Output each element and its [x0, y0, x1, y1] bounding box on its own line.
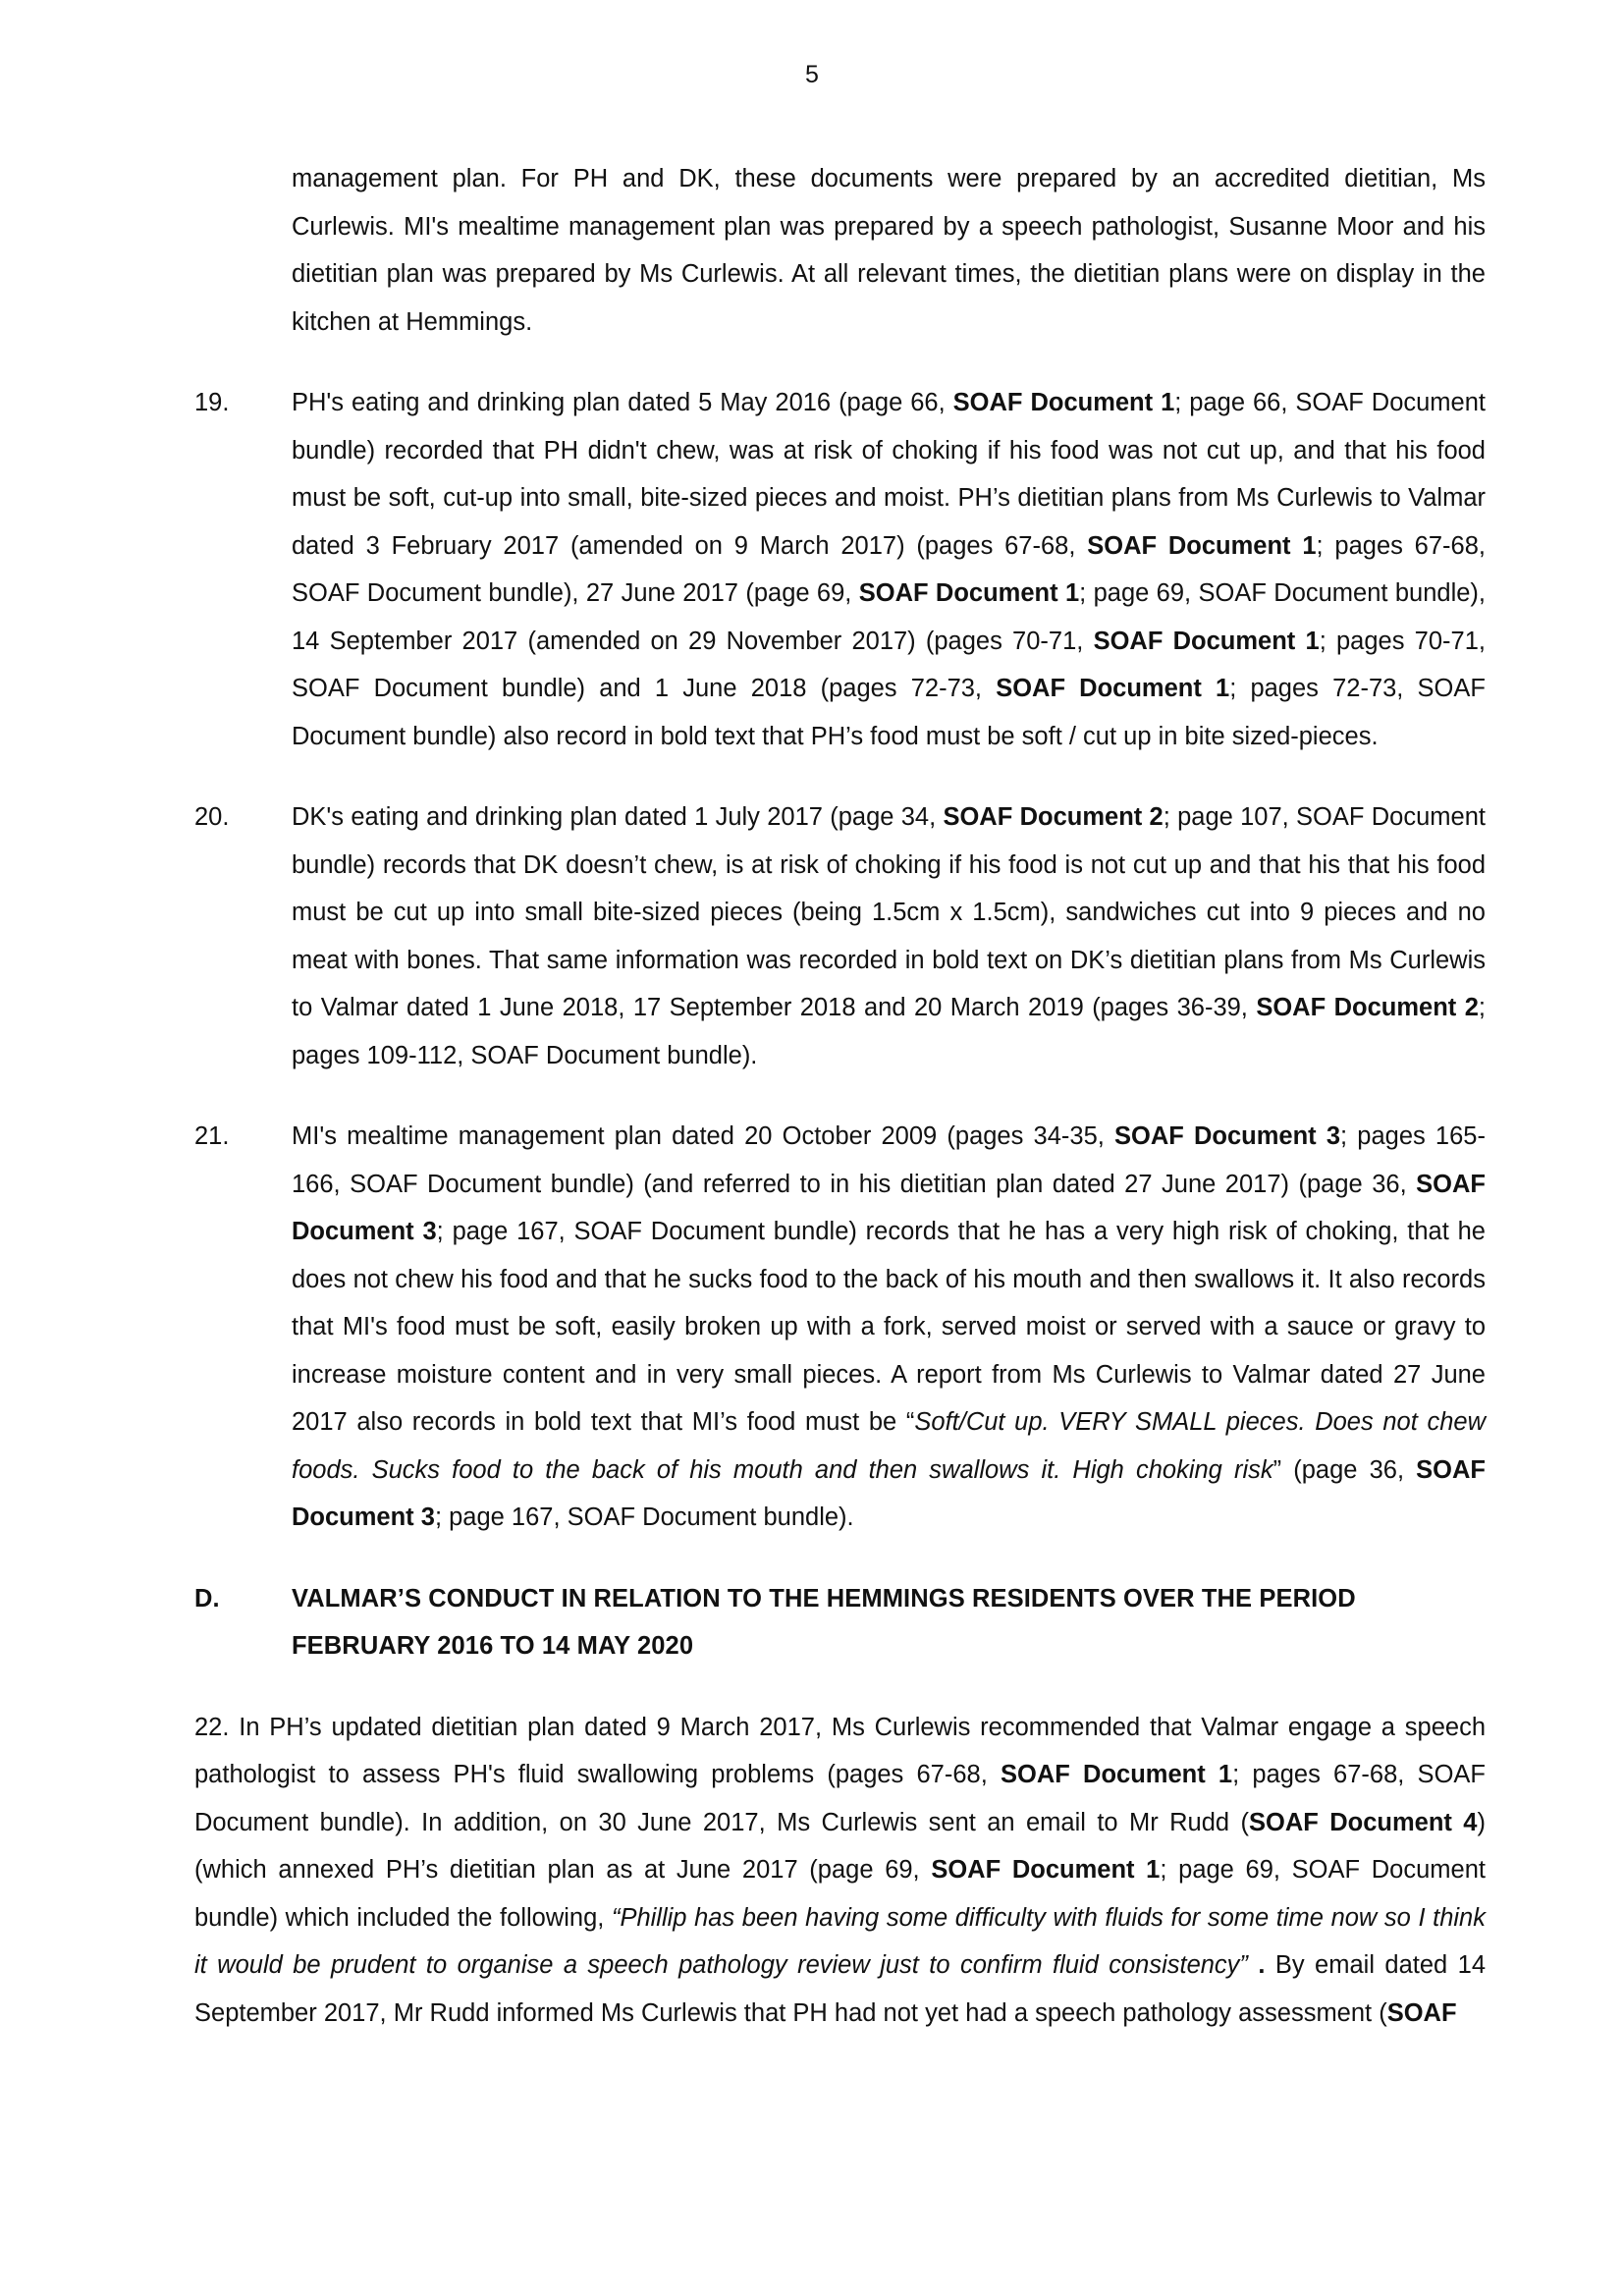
paragraph-19: [194, 379, 1486, 760]
paragraph-22: [194, 1704, 1486, 2038]
document-reference: SOAF Document 3: [292, 1455, 1486, 1531]
paragraph-text: ; page 107, SOAF Document bundle) records that DK doesn’t chew, is at risk of choking if his food is not cut up and that his that his food must be cut up into small bite-sized pieces (being 1.5cm x 1.5cm), sandwiches cut into 9 pieces and no meat with bones. That same information was recorded in bold text on DK’s dietitian plans from Ms Curlewis to Valmar dated 1 June 2018, 17 September 2018 and 20 March 2019 (pages 36-39,: [292, 803, 1486, 1021]
document-reference: SOAF: [1386, 1998, 1457, 2027]
paragraph-text: ; pages 72-73, SOAF Document bundle) also record in bold text that PH’s food must be soft / cut up in bite sized-pieces.: [292, 675, 1486, 750]
paragraph-text: ” (page 36,: [1272, 1455, 1417, 1484]
paragraph-text: ; pages 70-71, SOAF Document bundle) and 1 June 2018 (pages 72-73,: [292, 627, 1486, 702]
paragraph-21: [194, 1113, 1486, 1542]
paragraph-18-continuation: [194, 155, 1486, 346]
paragraph-text: 22. In PH’s updated dietitian plan dated 9 March 2017, Ms Curlewis recommended that Valmar engage a speech pathologist to assess PH's fluid swallowing problems (pages 67-68,: [194, 1713, 1486, 1788]
section-heading-d: [194, 1575, 1486, 1670]
document-reference: SOAF Document 2: [943, 803, 1164, 831]
punctuation: .: [1247, 1951, 1266, 1979]
document-reference: SOAF Document 1: [1093, 627, 1320, 655]
document-body: [194, 155, 1486, 2037]
paragraph-number: 20.: [194, 803, 230, 831]
paragraph-text: PH's eating and drinking plan dated 5 May 2016 (page 66,: [292, 389, 953, 416]
document-reference: SOAF Document 1: [858, 579, 1080, 607]
paragraph-text: By email dated 14 September 2017, Mr Rudd informed Ms Curlewis that PH had not yet had a speech pathology assessment (: [194, 1951, 1487, 2027]
paragraph-text: ; page 69, SOAF Document bundle) which included the following,: [194, 1856, 1486, 1932]
document-reference: SOAF Document 1: [952, 389, 1175, 416]
paragraph-20: [194, 793, 1486, 1079]
paragraph-text: ; page 69, SOAF Document bundle), 14 September 2017 (amended on 29 November 2017) (pages 70-71,: [292, 579, 1487, 655]
section-title: VALMAR’S CONDUCT IN RELATION TO THE HEMMINGS RESIDENTS OVER THE PERIOD FEBRUARY 2016 TO 14 MAY 2020: [292, 1584, 1356, 1660]
paragraph-text: ; pages 67-68, SOAF Document bundle), 27 June 2017 (page 69,: [292, 531, 1486, 607]
document-reference: SOAF Document 3: [1114, 1122, 1341, 1150]
paragraph-number: 19.: [194, 389, 230, 416]
paragraph-number: 21.: [194, 1122, 230, 1150]
paragraph-text: management plan. For PH and DK, these documents were prepared by an accredited dietitian, Ms Curlewis. MI's mealtime management plan was prepared by a speech pathologist, Susanne Moor and his dietitian plan was prepared by Ms Curlewis. At all relevant times, the dietitian plans were on display in the kitchen at Hemmings.: [292, 165, 1486, 336]
paragraph-text: ; page 167, SOAF Document bundle).: [434, 1503, 854, 1531]
paragraph-text: ; page 167, SOAF Document bundle) records that he has a very high risk of choking, that he does not chew his food and that he sucks food to the back of his mouth and then swallows it. It also records that MI's food must be soft, easily broken up with a fork, served moist or served with a sauce or gravy to increase moisture content and in very small pieces. A report from Ms Curlewis to Valmar dated 27 June 2017 also records in bold text that MI’s food must be “: [292, 1218, 1486, 1436]
document-reference: SOAF Document 4: [1249, 1808, 1478, 1836]
page-number: 5: [805, 61, 819, 88]
section-letter: D.: [194, 1584, 220, 1613]
paragraph-text: ; pages 165-166, SOAF Document bundle) (and referred to in his dietitian plan dated 27 June 2017) (page 36,: [292, 1122, 1486, 1198]
quoted-text: Soft/Cut up. VERY SMALL pieces. Does not chew foods. Sucks food to the back of his mouth and then swallows it. High choking risk: [292, 1408, 1486, 1484]
document-reference: SOAF Document 1: [931, 1856, 1161, 1884]
document-reference: SOAF Document 1: [996, 675, 1230, 702]
paragraph-text: ) (which annexed PH’s dietitian plan as at June 2017 (page 69,: [194, 1808, 1486, 1884]
document-reference: SOAF Document 1: [1001, 1761, 1233, 1788]
paragraph-text: MI's mealtime management plan dated 20 October 2009 (pages 34-35,: [292, 1122, 1114, 1150]
document-reference: SOAF Document 1: [1087, 531, 1317, 560]
paragraph-text: ; pages 109-112, SOAF Document bundle).: [292, 994, 1486, 1069]
paragraph-text: ; page 66, SOAF Document bundle) recorded that PH didn't chew, was at risk of choking if his food was not cut up, and that his food must be soft, cut-up into small, bite-sized pieces and moist. PH’s dietitian plans from Ms Curlewis to Valmar dated 3 February 2017 (amended on 9 March 2017) (pages 67-68,: [292, 389, 1486, 560]
paragraph-text: DK's eating and drinking plan dated 1 July 2017 (page 34,: [292, 803, 944, 831]
quoted-text: “Phillip has been having some difficulty with fluids for some time now so I think it would be prudent to organise a speech pathology review just to confirm fluid consistency”: [194, 1903, 1486, 1979]
paragraph-text: ; pages 67-68, SOAF Document bundle). In addition, on 30 June 2017, Ms Curlewis sent an email to Mr Rudd (: [194, 1761, 1486, 1836]
document-reference: SOAF Document 2: [1256, 994, 1479, 1021]
document-reference: SOAF Document 3: [292, 1170, 1486, 1245]
